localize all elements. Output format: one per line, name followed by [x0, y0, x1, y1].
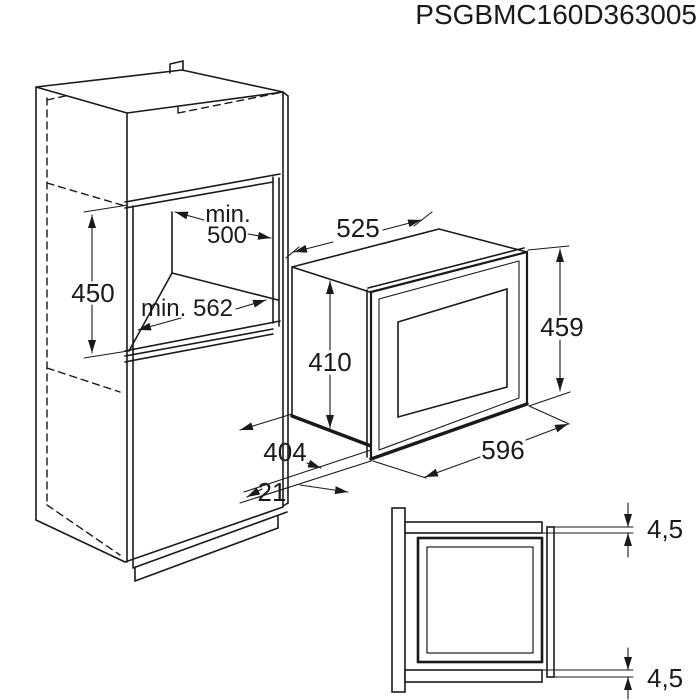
gap-bottom-label: 4,5: [647, 663, 684, 693]
top-depth-label: 525: [336, 213, 380, 243]
dim-frame-height: [528, 246, 584, 406]
section-door-frame: [547, 527, 554, 677]
niche-height-label: 450: [71, 278, 115, 308]
niche-width-prefix-label: min.: [205, 201, 251, 228]
dim-niche-height: [71, 205, 128, 358]
dim-body-height: [308, 281, 351, 428]
dim-gap-top: [542, 503, 683, 557]
document-number: PSGBMC160D363005: [415, 0, 697, 30]
frame-width-label: 596: [481, 435, 525, 465]
niche-depth-label: min. 562: [140, 295, 234, 322]
body-depth-label: 404: [263, 437, 307, 467]
front-clearance-label: 21: [257, 477, 287, 507]
section-view: [392, 503, 683, 699]
gap-top-label: 4,5: [647, 514, 684, 544]
dim-gap-bottom: [542, 648, 683, 699]
body-height-label: 410: [308, 347, 352, 377]
dim-niche-width: [175, 201, 271, 249]
niche-width-value-label: 500: [206, 222, 248, 249]
dim-niche-depth: [138, 295, 266, 330]
niche-interior-lines: [129, 212, 278, 351]
frame-height-label: 459: [540, 312, 584, 342]
